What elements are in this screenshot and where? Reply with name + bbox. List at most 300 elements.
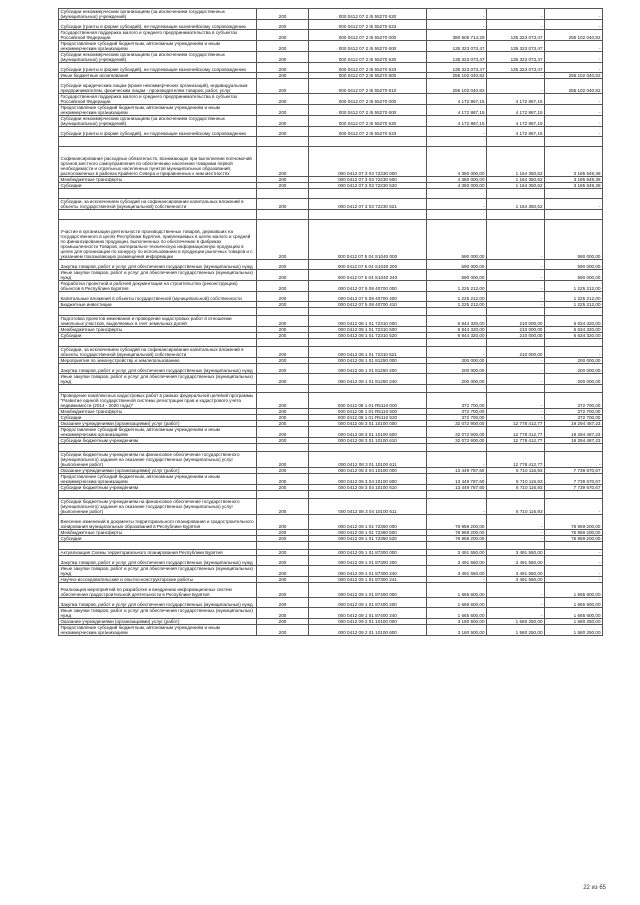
row-remaining-cell: -: [545, 556, 603, 566]
row-kbk-cell: 000 0412 07 2 I5 55270 630: [309, 116, 427, 127]
row-remaining-cell: 76 959 200,00: [545, 530, 603, 536]
row-code-cell: 200: [257, 536, 309, 542]
row-approved-cell: -: [427, 347, 487, 358]
row-approved-cell: 3 491 550,00: [427, 556, 487, 566]
row-remaining-cell: 3 185 649,38: [545, 183, 603, 189]
row-code-cell: 200: [257, 9, 309, 20]
spacer-cell: [427, 189, 487, 199]
row-remaining-cell: -: [545, 9, 603, 20]
row-executed-cell: 210 000,00: [487, 316, 545, 327]
row-executed-cell: 12 778 412,77: [487, 421, 545, 427]
row-remaining-cell: 3 185 649,38: [545, 177, 603, 183]
table-body: [59, 9, 603, 636]
row-remaining-cell: 6 634 320,00: [545, 333, 603, 339]
row-kbk-cell: 000 0412 07 5 08 40700 400: [309, 292, 427, 302]
row-name-cell: Софинансирование расходных обязательств, возникающих при выполнении полномочий органов местного самоуправления по обеспечению населения товарами первой необходимости и отдельных населенных пунктов муниципальных образований, расположенных в районах Крайнего Севера и приравненных к ним местностях: [59, 147, 257, 177]
row-code-cell: 200: [257, 41, 309, 52]
row-kbk-cell: 000 0412 08 1 01 81250 000: [309, 358, 427, 364]
spacer-cell: [427, 491, 487, 499]
row-kbk-cell: 000 0412 08 3 01 10100 610: [309, 438, 427, 444]
row-name-cell: Субсидии: [59, 415, 257, 421]
spacer-cell: [309, 137, 427, 147]
row-name-cell: Субсидии некоммерческим организациям (за исключением государственных (муниципальных) учреждений): [59, 116, 257, 127]
spacer-cell: [545, 444, 603, 452]
table-row: [59, 292, 603, 302]
row-executed-cell: 135 323 073,47: [487, 41, 545, 52]
row-remaining-cell: 6 634 320,00: [545, 316, 603, 327]
row-remaining-cell: 19 294 487,23: [545, 427, 603, 438]
row-executed-cell: -: [487, 281, 545, 292]
row-approved-cell: 135 323 073,47: [427, 41, 487, 52]
row-kbk-cell: 000 0412 08 1 01 72310 521: [309, 347, 427, 358]
table-row: [59, 52, 603, 63]
row-remaining-cell: -: [545, 105, 603, 116]
row-name-cell: Предоставление субсидий бюджетным, автономным учреждениям и иным некоммерческим организациям: [59, 625, 257, 636]
spacer-cell: [257, 137, 309, 147]
row-kbk-cell: 000 0412 07 2 I5 55270 633: [309, 20, 427, 30]
row-approved-cell: 372 700,00: [427, 415, 487, 421]
row-code-cell: 200: [257, 409, 309, 415]
table-row: [59, 199, 603, 210]
row-name-cell: Проведение комплексных кадастровых работ в рамках федеральной целевой программы "Развитие единой государственной системы регистрации прав и кадастрового учета недвижимости (2014 - 2020 годы)": [59, 393, 257, 409]
row-kbk-cell: 000 0412 08 1 01 R5110 520: [309, 415, 427, 421]
row-remaining-cell: -: [545, 577, 603, 583]
table-row: [59, 9, 603, 20]
row-kbk-cell: 000 0412 07 5 08 40700 000: [309, 281, 427, 292]
row-approved-cell: 1 225 212,00: [427, 302, 487, 308]
row-approved-cell: 4 350 000,00: [427, 177, 487, 183]
row-kbk-cell: 000 0412 09 1 01 87300 241: [309, 577, 427, 583]
row-code-cell: 200: [257, 598, 309, 608]
row-name-cell: Субсидии бюджетным учреждениям на финансовое обеспечение государственного (муниципального) задания на оказание государственных (муниципальных) услуг (выполнение работ): [59, 499, 257, 515]
row-executed-cell: -: [487, 20, 545, 30]
row-remaining-cell: -: [545, 452, 603, 468]
row-approved-cell: 255 102 040,82: [427, 79, 487, 94]
table-row: [59, 499, 603, 515]
row-code-cell: 200: [257, 270, 309, 281]
row-kbk-cell: 000 0412 07 2 I5 55270 633: [309, 127, 427, 137]
row-approved-cell: 76 959 200,00: [427, 515, 487, 530]
row-name-cell: Предоставление субсидий бюджетным, автономным учреждениям и иным некоммерческим организациям: [59, 474, 257, 485]
row-approved-cell: -: [427, 20, 487, 30]
table-row: [59, 393, 603, 409]
row-approved-cell: 4 172 867,15: [427, 94, 487, 105]
row-kbk-cell: 000 0412 08 1 01 R5110 000: [309, 393, 427, 409]
row-kbk-cell: 000 0412 08 1 01 72310 520: [309, 333, 427, 339]
table-spacer-row: [59, 385, 603, 393]
row-executed-cell: 1 580 250,00: [487, 625, 545, 636]
table-row: [59, 608, 603, 619]
row-code-cell: 200: [257, 550, 309, 556]
row-remaining-cell: 3 185 649,38: [545, 147, 603, 177]
row-executed-cell: 1 164 350,62: [487, 199, 545, 210]
spacer-cell: [487, 385, 545, 393]
table-row: [59, 515, 603, 530]
row-approved-cell: -: [427, 9, 487, 20]
row-kbk-cell: 000 0412 08 3 01 10100 000: [309, 421, 427, 427]
row-approved-cell: 6 844 320,00: [427, 333, 487, 339]
row-name-cell: Актуализация Схемы территориального планирования Республики Бурятия: [59, 550, 257, 556]
row-code-cell: 200: [257, 30, 309, 41]
row-name-cell: Иные закупки товаров, работ и услуг для обеспечения государственных (муниципальных) нужд: [59, 270, 257, 281]
row-kbk-cell: 000 0412 08 3 01 10100 600: [309, 427, 427, 438]
row-executed-cell: -: [487, 364, 545, 374]
spacer-cell: [487, 339, 545, 347]
row-kbk-cell: 000 0412 08 3 04 10100 000: [309, 468, 427, 474]
row-code-cell: 200: [257, 73, 309, 79]
row-name-cell: Предоставление субсидий бюджетным, автономным учреждениям и иным некоммерческим организациям: [59, 105, 257, 116]
table-spacer-row: [59, 444, 603, 452]
row-executed-cell: -: [487, 515, 545, 530]
spacer-cell: [427, 308, 487, 316]
row-remaining-cell: 590 000,00: [545, 270, 603, 281]
row-code-cell: 200: [257, 374, 309, 385]
row-name-cell: Закупка товаров, работ и услуг для обеспечения государственных (муниципальных) нужд: [59, 598, 257, 608]
row-code-cell: 200: [257, 183, 309, 189]
row-kbk-cell: 000 0412 07 2 I5 55270 633: [309, 63, 427, 73]
row-executed-cell: 12 778 412,77: [487, 438, 545, 444]
row-name-cell: Межбюджетные трансферты: [59, 327, 257, 333]
row-code-cell: 200: [257, 427, 309, 438]
row-executed-cell: -: [487, 583, 545, 598]
row-name-cell: Субсидии, за исключением субсидий на софинансирование капитальных вложений в объекты государственной (муниципальной) собственности: [59, 199, 257, 210]
row-approved-cell: 13 449 787,60: [427, 474, 487, 485]
row-approved-cell: 3 491 550,00: [427, 550, 487, 556]
row-code-cell: 200: [257, 515, 309, 530]
row-remaining-cell: -: [545, 52, 603, 63]
row-code-cell: 200: [257, 94, 309, 105]
spacer-cell: [257, 385, 309, 393]
row-code-cell: 200: [257, 530, 309, 536]
row-remaining-cell: 255 102 040,82: [545, 73, 603, 79]
row-approved-cell: 200 000,00: [427, 364, 487, 374]
row-approved-cell: 32 072 900,00: [427, 438, 487, 444]
row-code-cell: 200: [257, 474, 309, 485]
row-executed-cell: 210 000,00: [487, 333, 545, 339]
row-name-cell: Реализация мероприятий по разработке и внедрению информационных систем обеспечения градостроительной деятельности в Республике Бурятия: [59, 583, 257, 598]
row-name-cell: Межбюджетные трансферты: [59, 177, 257, 183]
row-kbk-cell: 000 0412 09 1 01 72360 520: [309, 536, 427, 542]
row-code-cell: 200: [257, 260, 309, 270]
row-code-cell: 200: [257, 20, 309, 30]
row-executed-cell: -: [487, 270, 545, 281]
spacer-cell: [257, 339, 309, 347]
row-executed-cell: -: [487, 598, 545, 608]
row-name-cell: Разработка проектной и рабочей документации на строительство (реконструкцию) объектов в Республике Бурятия: [59, 281, 257, 292]
table-row: [59, 625, 603, 636]
row-executed-cell: 5 710 116,93: [487, 474, 545, 485]
row-approved-cell: 1 225 212,00: [427, 281, 487, 292]
row-approved-cell: 4 172 867,15: [427, 116, 487, 127]
row-remaining-cell: 1 225 212,00: [545, 281, 603, 292]
row-approved-cell: 372 700,00: [427, 393, 487, 409]
row-name-cell: Иные закупки товаров, работ и услуг для обеспечения государственных (муниципальных) нужд: [59, 566, 257, 577]
row-kbk-cell: 000 0412 07 2 I5 55270 810: [309, 79, 427, 94]
row-kbk-cell: 000 0412 08 3 04 10100 600: [309, 474, 427, 485]
row-executed-cell: -: [487, 358, 545, 364]
row-approved-cell: 13 449 787,60: [427, 485, 487, 491]
row-approved-cell: 76 959 200,00: [427, 536, 487, 542]
spacer-cell: [487, 542, 545, 550]
row-remaining-cell: -: [545, 127, 603, 137]
row-remaining-cell: 200 000,00: [545, 364, 603, 374]
table-row: [59, 347, 603, 358]
row-name-cell: Закупка товаров, работ и услуг для обеспечения государственных (муниципальных) нужд: [59, 556, 257, 566]
row-name-cell: Иные закупки товаров, работ и услуг для обеспечения государственных (муниципальных) нужд: [59, 608, 257, 619]
spacer-cell: [309, 189, 427, 199]
row-approved-cell: -: [427, 577, 487, 583]
row-executed-cell: -: [487, 409, 545, 415]
row-executed-cell: 4 172 867,15: [487, 116, 545, 127]
row-approved-cell: 76 959 200,00: [427, 530, 487, 536]
row-code-cell: 200: [257, 619, 309, 625]
row-approved-cell: 200 000,00: [427, 374, 487, 385]
spacer-cell: [427, 542, 487, 550]
row-kbk-cell: 000 0412 08 1 01 R5110 500: [309, 409, 427, 415]
row-name-cell: Субсидии некоммерческим организациям (за исключением государственных (муниципальных) учреждений): [59, 9, 257, 20]
spacer-cell: [59, 339, 257, 347]
row-approved-cell: 3 160 500,00: [427, 625, 487, 636]
row-code-cell: 200: [257, 281, 309, 292]
row-remaining-cell: 7 739 670,67: [545, 485, 603, 491]
row-name-cell: Межбюджетные трансферты: [59, 409, 257, 415]
row-name-cell: Субсидии юридическим лицам (кроме некоммерческих организаций), индивидуальным предпринимателям, физическим лицам - производителям товаров, работ, услуг: [59, 79, 257, 94]
row-kbk-cell: 000 0412 08 3 04 10100 611: [309, 499, 427, 515]
row-kbk-cell: 000 0412 07 2 I5 55270 000: [309, 94, 427, 105]
row-kbk-cell: 000 0412 07 2 I5 55270 630: [309, 9, 427, 20]
row-code-cell: 200: [257, 393, 309, 409]
row-kbk-cell: 000 0412 07 3 03 72230 520: [309, 183, 427, 189]
row-code-cell: 200: [257, 452, 309, 468]
row-approved-cell: 200 000,00: [427, 358, 487, 364]
row-name-cell: Иные бюджетные ассигнования: [59, 73, 257, 79]
table-spacer-row: [59, 542, 603, 550]
table-spacer-row: [59, 210, 603, 220]
row-name-cell: Субсидии некоммерческим организациям (за исключением государственных (муниципальных) учреждений): [59, 52, 257, 63]
table-row: [59, 116, 603, 127]
row-remaining-cell: -: [545, 347, 603, 358]
row-code-cell: 200: [257, 105, 309, 116]
row-approved-cell: 4 350 000,00: [427, 147, 487, 177]
row-name-cell: Капитальные вложения в объекты государственной (муниципальной) собственности: [59, 292, 257, 302]
row-name-cell: Предоставление субсидий бюджетным, автономным учреждениям и иным некоммерческим организациям: [59, 41, 257, 52]
row-remaining-cell: 1 580 250,00: [545, 625, 603, 636]
spacer-cell: [59, 308, 257, 316]
table-row: [59, 220, 603, 260]
row-approved-cell: 255 102 040,82: [427, 73, 487, 79]
row-executed-cell: -: [487, 79, 545, 94]
row-remaining-cell: 7 739 670,67: [545, 474, 603, 485]
row-code-cell: 200: [257, 438, 309, 444]
row-kbk-cell: 000 0412 07 5 04 S1040 200: [309, 260, 427, 270]
row-executed-cell: 3 491 550,00: [487, 566, 545, 577]
row-executed-cell: 135 323 073,47: [487, 63, 545, 73]
row-kbk-cell: 000 0412 09 1 01 87400 200: [309, 598, 427, 608]
spacer-cell: [427, 137, 487, 147]
spacer-cell: [257, 444, 309, 452]
row-executed-cell: -: [487, 608, 545, 619]
row-remaining-cell: 372 700,00: [545, 415, 603, 421]
spacer-cell: [487, 308, 545, 316]
row-remaining-cell: -: [545, 566, 603, 577]
row-executed-cell: -: [487, 9, 545, 20]
row-name-cell: Государственная поддержка малого и среднего предпринимательства в субъектах Российской Федерации: [59, 94, 257, 105]
row-name-cell: Закупка товаров, работ и услуг для обеспечения государственных (муниципальных) нужд: [59, 364, 257, 374]
row-remaining-cell: 255 102 040,82: [545, 79, 603, 94]
row-kbk-cell: 000 0412 07 3 03 72230 500: [309, 177, 427, 183]
row-name-cell: Субсидии бюджетным учреждениям: [59, 438, 257, 444]
row-approved-cell: -: [427, 199, 487, 210]
spacer-cell: [309, 308, 427, 316]
row-executed-cell: 4 172 867,15: [487, 127, 545, 137]
row-name-cell: Оказание учреждениями (организациями) услуг (работ): [59, 421, 257, 427]
row-executed-cell: 5 710 116,93: [487, 485, 545, 491]
row-executed-cell: -: [487, 415, 545, 421]
row-remaining-cell: 76 959 200,00: [545, 536, 603, 542]
row-approved-cell: 4 350 000,00: [427, 183, 487, 189]
spacer-cell: [545, 308, 603, 316]
row-code-cell: 200: [257, 177, 309, 183]
row-code-cell: 200: [257, 327, 309, 333]
row-kbk-cell: 000 0412 09 2 01 10100 000: [309, 619, 427, 625]
row-approved-cell: 1 665 600,00: [427, 583, 487, 598]
row-kbk-cell: 000 0412 08 1 01 72310 000: [309, 316, 427, 327]
row-executed-cell: 135 323 073,47: [487, 52, 545, 63]
row-executed-cell: 1 580 250,00: [487, 619, 545, 625]
spacer-cell: [427, 339, 487, 347]
row-name-cell: Субсидии: [59, 536, 257, 542]
row-name-cell: Субсидии бюджетным учреждениям: [59, 485, 257, 491]
row-approved-cell: 135 323 073,47: [427, 52, 487, 63]
spacer-cell: [59, 444, 257, 452]
spacer-cell: [59, 210, 257, 220]
row-kbk-cell: 000 0412 07 2 I5 55270 630: [309, 52, 427, 63]
row-approved-cell: 1 225 212,00: [427, 292, 487, 302]
spacer-cell: [309, 385, 427, 393]
page-number: 22 из 65: [583, 885, 606, 891]
table-row: [59, 63, 603, 73]
table-row: [59, 127, 603, 137]
spacer-cell: [309, 491, 427, 499]
row-kbk-cell: 000 0412 07 2 I5 55270 000: [309, 30, 427, 41]
table-spacer-row: [59, 137, 603, 147]
row-approved-cell: 1 665 600,00: [427, 608, 487, 619]
row-name-cell: Субсидии бюджетным учреждениям на финансовое обеспечение государственного (муниципального) задания на оказание государственных (муниципальных) услуг (выполнение работ): [59, 452, 257, 468]
table-row: [59, 260, 603, 270]
row-code-cell: 200: [257, 468, 309, 474]
table-row: [59, 105, 603, 116]
row-remaining-cell: -: [545, 199, 603, 210]
row-executed-cell: 3 491 550,00: [487, 577, 545, 583]
spacer-cell: [427, 385, 487, 393]
table-row: [59, 566, 603, 577]
row-approved-cell: 32 072 900,00: [427, 427, 487, 438]
row-approved-cell: 380 905 714,29: [427, 30, 487, 41]
row-kbk-cell: 000 0412 09 1 01 87300 200: [309, 556, 427, 566]
row-name-cell: Межбюджетные трансферты: [59, 530, 257, 536]
spacer-cell: [487, 210, 545, 220]
spacer-cell: [487, 189, 545, 199]
row-executed-cell: 210 000,00: [487, 347, 545, 358]
row-kbk-cell: 000 0412 07 5 04 S1040 240: [309, 270, 427, 281]
row-kbk-cell: 000 0412 07 3 03 72230 000: [309, 147, 427, 177]
row-name-cell: Субсидии: [59, 333, 257, 339]
row-executed-cell: 135 323 073,47: [487, 30, 545, 41]
table-row: [59, 364, 603, 374]
row-executed-cell: -: [487, 530, 545, 536]
row-code-cell: 200: [257, 556, 309, 566]
row-kbk-cell: 000 0412 09 1 01 87400 000: [309, 583, 427, 598]
row-approved-cell: 1 665 600,00: [427, 598, 487, 608]
row-kbk-cell: 000 0412 07 5 04 S1040 000: [309, 220, 427, 260]
row-approved-cell: 590 000,00: [427, 270, 487, 281]
spacer-cell: [257, 210, 309, 220]
spacer-cell: [545, 210, 603, 220]
spacer-cell: [309, 444, 427, 452]
row-executed-cell: -: [487, 73, 545, 79]
spacer-cell: [427, 444, 487, 452]
table-row: [59, 270, 603, 281]
row-executed-cell: -: [487, 220, 545, 260]
row-remaining-cell: -: [545, 41, 603, 52]
spacer-cell: [59, 491, 257, 499]
row-remaining-cell: 590 000,00: [545, 260, 603, 270]
spacer-cell: [545, 137, 603, 147]
row-code-cell: 200: [257, 364, 309, 374]
spacer-cell: [59, 385, 257, 393]
spacer-cell: [257, 308, 309, 316]
row-approved-cell: 3 160 500,00: [427, 619, 487, 625]
row-executed-cell: -: [487, 393, 545, 409]
row-code-cell: 200: [257, 566, 309, 577]
row-approved-cell: 32 072 900,00: [427, 421, 487, 427]
table-spacer-row: [59, 189, 603, 199]
row-remaining-cell: -: [545, 499, 603, 515]
row-code-cell: 200: [257, 147, 309, 177]
spacer-cell: [545, 491, 603, 499]
spacer-cell: [257, 189, 309, 199]
table-spacer-row: [59, 308, 603, 316]
row-executed-cell: 3 491 550,00: [487, 550, 545, 556]
table-row: [59, 316, 603, 327]
row-executed-cell: -: [487, 292, 545, 302]
row-kbk-cell: 000 0412 07 2 I5 55270 800: [309, 73, 427, 79]
row-kbk-cell: 000 0412 08 1 01 81250 240: [309, 374, 427, 385]
row-kbk-cell: 000 0412 09 2 01 10100 600: [309, 625, 427, 636]
report-page: [58, 8, 602, 636]
spacer-cell: [487, 137, 545, 147]
row-executed-cell: 12 778 412,77: [487, 452, 545, 468]
table-row: [59, 147, 603, 177]
spacer-cell: [257, 491, 309, 499]
row-code-cell: 200: [257, 199, 309, 210]
table-row: [59, 20, 603, 30]
row-approved-cell: 590 000,00: [427, 220, 487, 260]
table-row: [59, 94, 603, 105]
row-remaining-cell: -: [545, 94, 603, 105]
row-approved-cell: -: [427, 499, 487, 515]
row-executed-cell: -: [487, 374, 545, 385]
row-name-cell: Субсидии (гранты в форме субсидий), не подлежащие казначейскому сопровождению: [59, 20, 257, 30]
table-row: [59, 281, 603, 292]
spacer-cell: [545, 189, 603, 199]
row-name-cell: Субсидии (гранты в форме субсидий), не подлежащие казначейскому сопровождению: [59, 127, 257, 137]
row-code-cell: 200: [257, 608, 309, 619]
row-remaining-cell: 590 000,00: [545, 220, 603, 260]
table-spacer-row: [59, 491, 603, 499]
row-name-cell: Подготовка проектов межевания и проведение кадастровых работ в отношении земельных участков, выделяемых в счет земельных долей: [59, 316, 257, 327]
row-remaining-cell: 19 294 487,23: [545, 421, 603, 427]
